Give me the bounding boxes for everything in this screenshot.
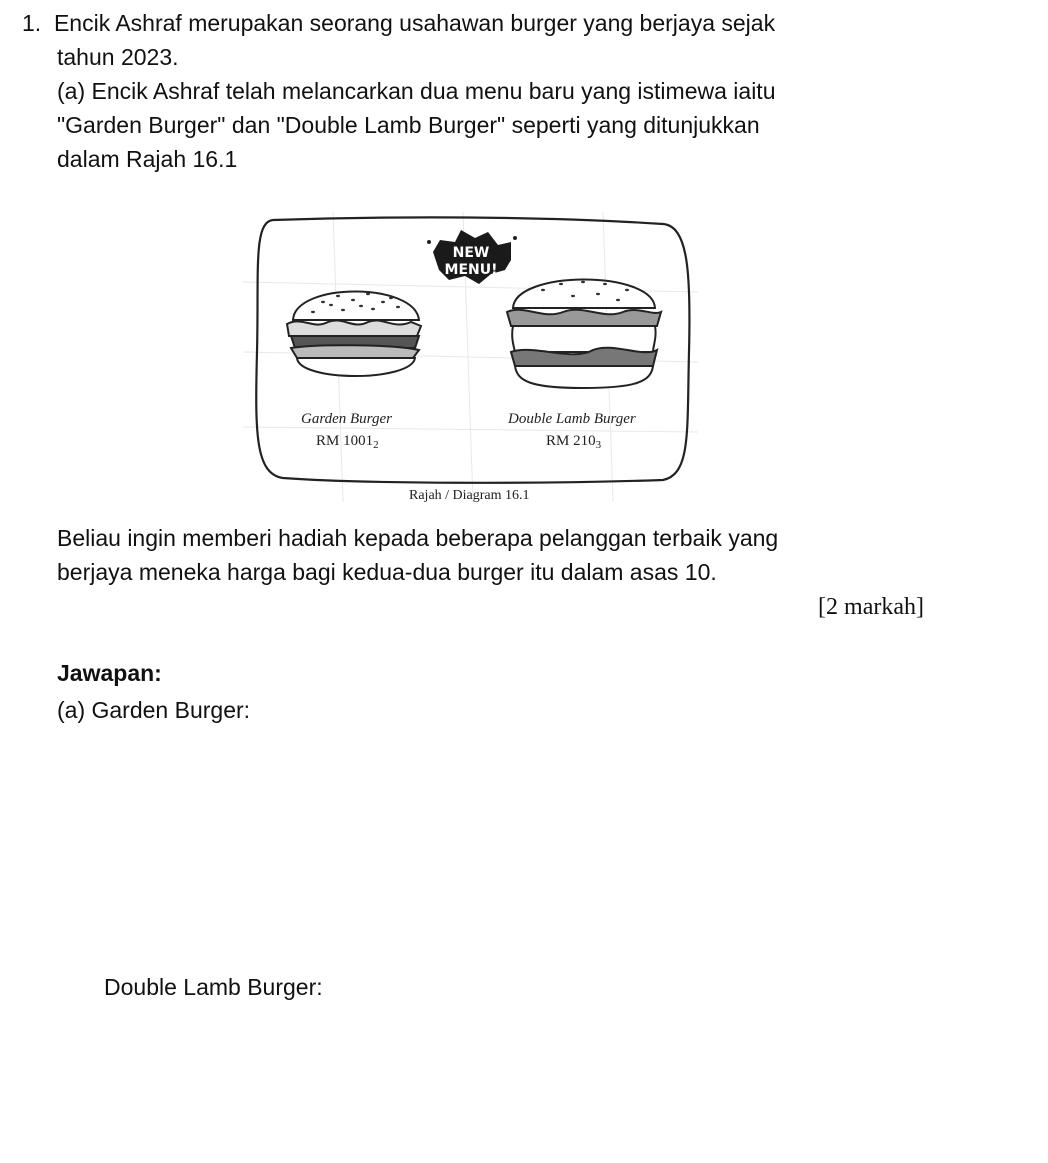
question-number: 1. — [22, 10, 42, 36]
double-lamb-burger-base: 3 — [595, 439, 602, 451]
answer-double-lamb-burger-label: Double Lamb Burger: — [104, 974, 323, 1000]
question-block — [22, 6, 1022, 176]
new-menu-badge — [427, 230, 517, 284]
question-intro-cont: tahun 2023. — [57, 44, 179, 70]
answer-garden-burger-label: (a) Garden Burger: — [57, 697, 251, 723]
garden-burger-price: RM $1001_2$ — [316, 433, 379, 451]
instruction-text: Beliau ingin memberi hadiah kepada beberapa pelanggan terbaik yang berjaya meneka harga bagi kedua-dua burger itu dalam asas 10. — [57, 525, 779, 585]
marks-label: [2 markah] — [818, 594, 924, 620]
figure-caption: Rajah / Diagram 16.1 — [409, 488, 530, 503]
double-lamb-burger-name: Double Lamb Burger — [508, 411, 636, 427]
garden-burger-illustration — [287, 292, 421, 377]
question-intro: 1. Encik Ashraf merupakan seorang usahawan burger yang berjaya sejak — [22, 10, 776, 36]
menu-illustration — [243, 212, 698, 512]
answer-title: Jawapan: — [57, 660, 162, 686]
garden-burger-base: 2 — [373, 439, 379, 451]
svg-text:NEW: NEW — [452, 245, 490, 261]
double-lamb-burger-price: RM $210_3$ — [546, 433, 602, 451]
part-a-text-cont2: dalam Rajah 16.1 — [57, 146, 238, 172]
diagram-16-1 — [243, 212, 698, 512]
svg-text:MENU!: MENU! — [444, 262, 498, 278]
part-a-text-cont: "Garden Burger" dan "Double Lamb Burger" seperti yang ditunjukkan — [57, 112, 760, 138]
garden-burger-name: Garden Burger — [301, 411, 392, 427]
double-lamb-burger-illustration — [507, 280, 661, 389]
part-a-text: (a) Encik Ashraf telah melancarkan dua menu baru yang istimewa iaitu — [57, 78, 776, 104]
